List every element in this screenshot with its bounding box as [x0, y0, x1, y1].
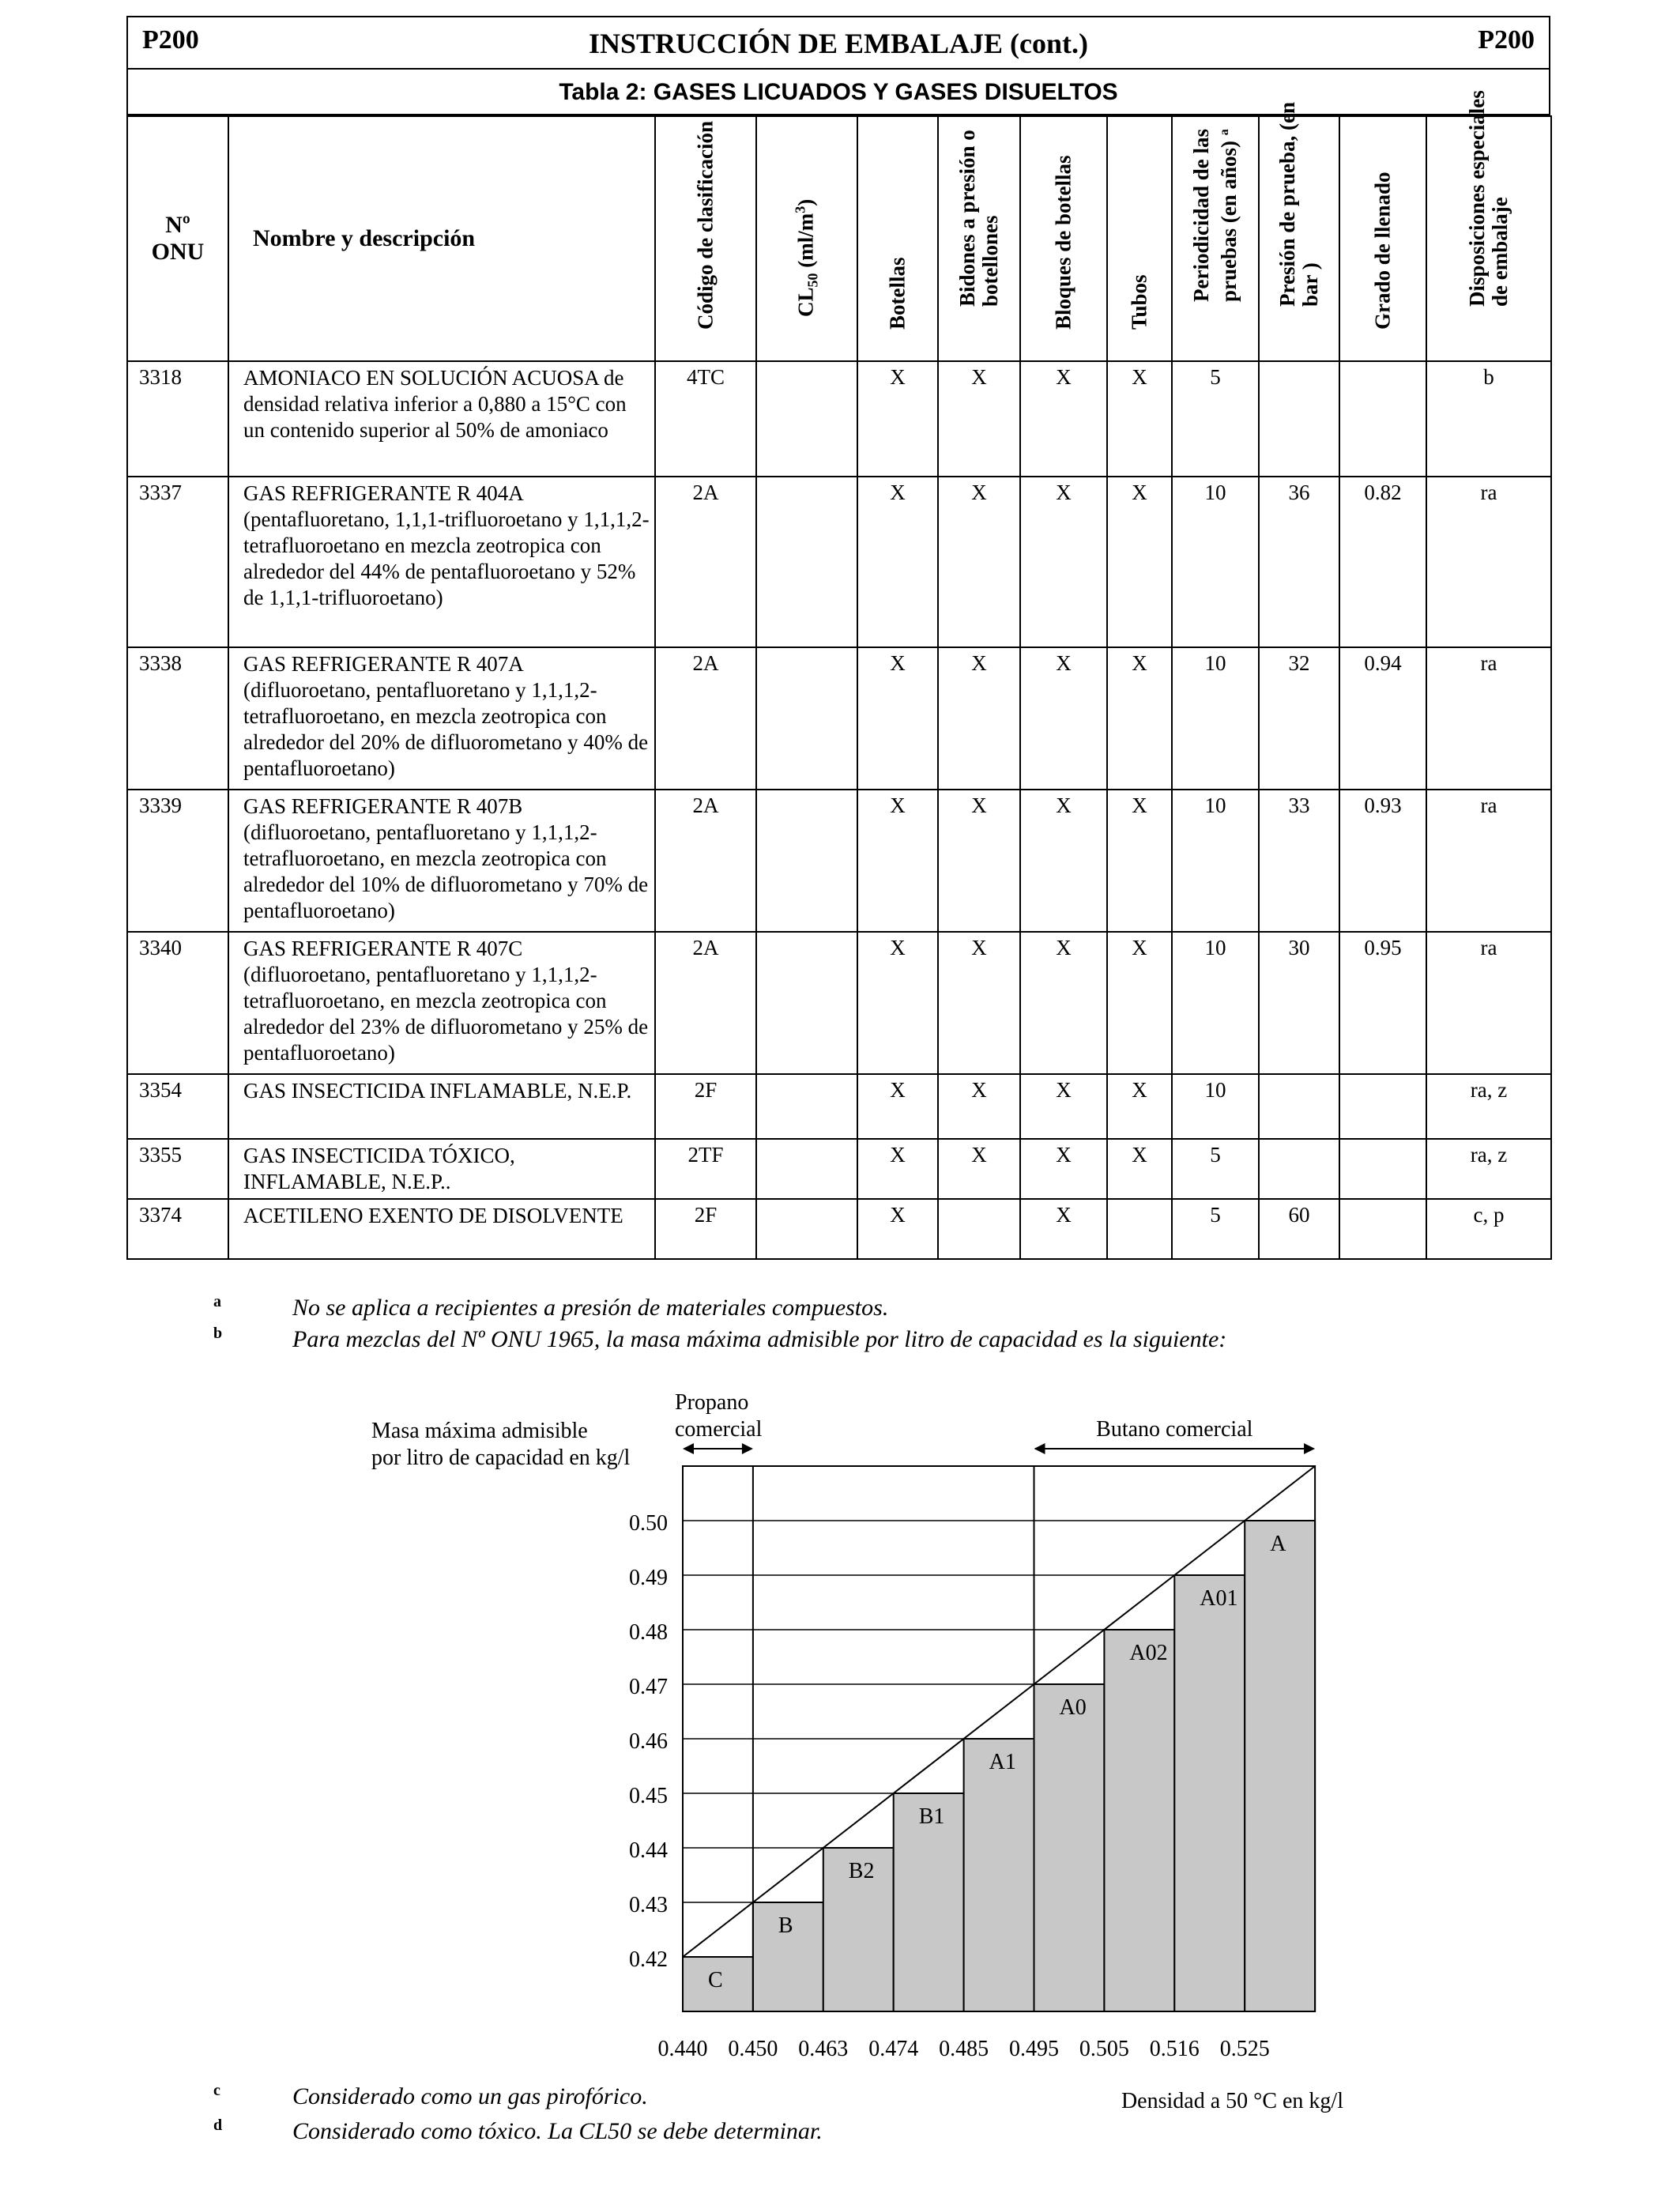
col-cylinders: Botellas [857, 116, 938, 361]
table-row [127, 477, 1551, 647]
note-c: Considerado como un gas pirofórico. [292, 2083, 648, 2109]
cell-tubes [1107, 1199, 1172, 1259]
col-pressure: Presión de prueba, (en bar ) [1259, 116, 1339, 361]
cell-period: 5 [1172, 1139, 1259, 1199]
cell-lc50 [756, 477, 857, 647]
x-tick-label: 0.495 [1009, 2037, 1059, 2061]
cell-drums [938, 1199, 1020, 1259]
cell-period: 10 [1172, 790, 1259, 932]
cell-bundles: X [1020, 1199, 1107, 1259]
cell-drums: X [938, 790, 1020, 932]
instruction-code-left: P200 [142, 25, 199, 55]
cell-period: 5 [1172, 361, 1259, 477]
table-title: Tabla 2: GASES LICUADOS Y GASES DISUELTOS [126, 70, 1550, 115]
y-tick-label: 0.48 [629, 1620, 668, 1645]
cell-tubes: X [1107, 1139, 1172, 1199]
cell-period: 5 [1172, 1199, 1259, 1259]
x-tick-label: 0.450 [728, 2037, 778, 2061]
y-axis-label: por litro de capacidad en kg/l [371, 1446, 631, 1470]
cell-special: ra, z [1426, 1139, 1551, 1199]
cell-code: 2A [655, 477, 756, 647]
cell-name: AMONIACO EN SOLUCIÓN ACUOSA de densidad relativa inferior a 0,880 a 15°C con un contenido superior al 50% de amoniaco [228, 361, 655, 477]
cell-filling: 0.93 [1339, 790, 1426, 932]
cell-cylinders: X [857, 477, 938, 647]
propane-label: comercial [675, 1417, 763, 1442]
cell-un: 3337 [127, 477, 228, 647]
cell-name: GAS REFRIGERANTE R 407C (difluoroetano, pentafluoretano y 1,1,1,2-tetrafluoroetano, en mezcla zeotropica con alrededor del 23% de difluorometano y 25% de pentafluoroetano) [228, 932, 655, 1074]
cell-tubes: X [1107, 1074, 1172, 1139]
col-name: Nombre y descripción [228, 116, 655, 361]
cell-bundles: X [1020, 1074, 1107, 1139]
cell-name: GAS REFRIGERANTE R 407A (difluoroetano, pentafluoretano y 1,1,1,2-tetrafluoroetano, en mezcla zeotropica con alrededor del 20% de difluorometano y 40% de pentafluoroetano) [228, 647, 655, 790]
cell-cylinders: X [857, 1074, 938, 1139]
document-header [126, 16, 1550, 70]
bar-A02 [1104, 1630, 1174, 2011]
cell-pressure: 33 [1259, 790, 1339, 932]
cell-drums: X [938, 477, 1020, 647]
cell-tubes: X [1107, 932, 1172, 1074]
bar-label: A0 [1059, 1695, 1087, 1720]
table-header-row [127, 116, 1551, 361]
cell-tubes: X [1107, 361, 1172, 477]
x-tick-label: 0.474 [868, 2037, 919, 2061]
cell-pressure [1259, 361, 1339, 477]
cell-lc50 [756, 1139, 857, 1199]
note-b-mark: b [213, 1325, 223, 1342]
cell-filling [1339, 1074, 1426, 1139]
cell-un: 3374 [127, 1199, 228, 1259]
note-d-mark: d [213, 2117, 223, 2134]
cell-special: ra, z [1426, 1074, 1551, 1139]
cell-lc50 [756, 932, 857, 1074]
cell-cylinders: X [857, 361, 938, 477]
cell-cylinders: X [857, 647, 938, 790]
cell-drums: X [938, 647, 1020, 790]
cell-name: GAS INSECTICIDA TÓXICO, INFLAMABLE, N.E.P.. [228, 1139, 655, 1199]
bar-label: A01 [1200, 1586, 1238, 1611]
cell-bundles: X [1020, 647, 1107, 790]
cell-bundles: X [1020, 1139, 1107, 1199]
bar-label: B [778, 1913, 793, 1938]
cell-filling [1339, 1199, 1426, 1259]
cell-pressure [1259, 1139, 1339, 1199]
cell-lc50 [756, 361, 857, 477]
x-tick-label: 0.505 [1079, 2037, 1129, 2061]
propane-arrowhead-right [742, 1443, 753, 1454]
cell-pressure: 30 [1259, 932, 1339, 1074]
table-row [127, 1199, 1551, 1259]
cell-special: c, p [1426, 1199, 1551, 1259]
y-tick-label: 0.46 [629, 1729, 668, 1754]
table-row [127, 790, 1551, 932]
cell-period: 10 [1172, 647, 1259, 790]
cell-special: ra [1426, 477, 1551, 647]
cell-name: ACETILENO EXENTO DE DISOLVENTE [228, 1199, 655, 1259]
bar-label: A [1270, 1532, 1286, 1556]
cell-period: 10 [1172, 932, 1259, 1074]
cell-bundles: X [1020, 477, 1107, 647]
cell-bundles: X [1020, 790, 1107, 932]
cell-code: 4TC [655, 361, 756, 477]
cell-drums: X [938, 932, 1020, 1074]
cell-un: 3354 [127, 1074, 228, 1139]
bar-label: B2 [848, 1859, 875, 1883]
butane-label: Butano comercial [1096, 1417, 1253, 1442]
x-tick-label: 0.525 [1219, 2037, 1270, 2061]
bar-A1 [964, 1739, 1034, 2011]
table-row [127, 1074, 1551, 1139]
cell-bundles: X [1020, 361, 1107, 477]
cell-lc50 [756, 1199, 857, 1259]
cell-bundles: X [1020, 932, 1107, 1074]
bar-A0 [1034, 1684, 1105, 2011]
cell-lc50 [756, 790, 857, 932]
col-period: Periodicidad de las pruebas (en años) $^a$ [1172, 116, 1259, 361]
cell-drums: X [938, 1139, 1020, 1199]
instruction-code-right: P200 [1478, 25, 1535, 55]
cell-code: 2A [655, 790, 756, 932]
x-tick-label: 0.440 [657, 2037, 708, 2061]
col-lc50: $CL_{50}$ $(ml/m^3)$ [756, 116, 857, 361]
note-a: No se aplica a recipientes a presión de materiales compuestos. [292, 1295, 889, 1321]
x-tick-label: 0.463 [798, 2037, 849, 2061]
cell-pressure [1259, 1074, 1339, 1139]
cell-name: GAS REFRIGERANTE R 407B (difluoroetano, pentafluoretano y 1,1,1,2-tetrafluoroetano, en mezcla zeotropica con alrededor del 10% de difluorometano y 70% de pentafluoroetano) [228, 790, 655, 932]
y-tick-label: 0.43 [629, 1893, 668, 1917]
x-tick-label: 0.485 [939, 2037, 989, 2061]
col-un: Nº ONU [127, 116, 228, 361]
col-special: Disposiciones especiales de embalaje [1426, 116, 1551, 361]
cell-code: 2A [655, 932, 756, 1074]
col-code: Código de clasificación [655, 116, 756, 361]
butane-arrowhead-right [1304, 1443, 1315, 1454]
table-row [127, 932, 1551, 1074]
col-tubes: Tubos [1107, 116, 1172, 361]
cell-period: 10 [1172, 477, 1259, 647]
cell-tubes: X [1107, 790, 1172, 932]
x-axis-label: Densidad a 50 °C en kg/l [1121, 2089, 1343, 2113]
cell-filling: 0.95 [1339, 932, 1426, 1074]
cell-drums: X [938, 1074, 1020, 1139]
butane-arrowhead-left [1034, 1443, 1045, 1454]
cell-cylinders: X [857, 932, 938, 1074]
cell-name: GAS INSECTICIDA INFLAMABLE, N.E.P. [228, 1074, 655, 1139]
cell-lc50 [756, 647, 857, 790]
cell-drums: X [938, 361, 1020, 477]
document-title: INSTRUCCIÓN DE EMBALAJE (cont.) [588, 28, 1089, 59]
cell-special: b [1426, 361, 1551, 477]
propane-label: Propano [675, 1390, 749, 1415]
cell-pressure: 60 [1259, 1199, 1339, 1259]
note-d: Considerado como tóxico. La CL50 se debe determinar. [292, 2118, 823, 2144]
cell-filling: 0.94 [1339, 647, 1426, 790]
cell-filling [1339, 361, 1426, 477]
col-drums: Bidones a presión o botellones [938, 116, 1020, 361]
bar-A01 [1174, 1575, 1245, 2011]
y-tick-label: 0.50 [629, 1511, 668, 1536]
cell-un: 3355 [127, 1139, 228, 1199]
cell-tubes: X [1107, 647, 1172, 790]
y-tick-label: 0.47 [629, 1675, 668, 1699]
cell-code: 2TF [655, 1139, 756, 1199]
cell-tubes: X [1107, 477, 1172, 647]
propane-arrowhead-left [683, 1443, 694, 1454]
cell-code: 2F [655, 1199, 756, 1259]
cell-un: 3339 [127, 790, 228, 932]
y-tick-label: 0.49 [629, 1566, 668, 1590]
cell-pressure: 36 [1259, 477, 1339, 647]
cell-filling [1339, 1139, 1426, 1199]
cell-cylinders: X [857, 790, 938, 932]
y-tick-label: 0.45 [629, 1784, 668, 1808]
y-axis-label: Masa máxima admisible [371, 1419, 588, 1443]
cell-period: 10 [1172, 1074, 1259, 1139]
cell-code: 2A [655, 647, 756, 790]
x-tick-label: 0.516 [1149, 2037, 1200, 2061]
filling-chart [0, 1359, 1680, 2150]
cell-special: ra [1426, 932, 1551, 1074]
cell-special: ra [1426, 790, 1551, 932]
note-c-mark: c [213, 2082, 220, 2099]
y-tick-label: 0.44 [629, 1838, 668, 1863]
cell-un: 3340 [127, 932, 228, 1074]
cell-cylinders: X [857, 1139, 938, 1199]
cell-filling: 0.82 [1339, 477, 1426, 647]
cell-special: ra [1426, 647, 1551, 790]
cell-cylinders: X [857, 1199, 938, 1259]
note-a-mark: a [213, 1293, 221, 1310]
note-b: Para mezclas del Nº ONU 1965, la masa máxima admisible por litro de capacidad es la siguiente: [292, 1326, 1227, 1352]
cell-name: GAS REFRIGERANTE R 404A (pentafluoretano, 1,1,1-trifluoroetano y 1,1,1,2-tetrafluoroetano en mezcla zeotropica con alrededor del 44% de pentafluoroetano y 52% de 1,1,1-trifluoroetano) [228, 477, 655, 647]
table-row [127, 647, 1551, 790]
col-bundles: Bloques de botellas [1020, 116, 1107, 361]
cell-un: 3318 [127, 361, 228, 477]
cell-lc50 [756, 1074, 857, 1139]
cell-un: 3338 [127, 647, 228, 790]
table-row [127, 361, 1551, 477]
cell-pressure: 32 [1259, 647, 1339, 790]
bar-label: C [708, 1968, 723, 1992]
col-filling: Grado de llenado [1339, 116, 1426, 361]
bar-label: A1 [989, 1750, 1016, 1774]
bar-label: B1 [918, 1804, 945, 1829]
bar-A [1245, 1521, 1315, 2011]
bar-label: A02 [1129, 1641, 1168, 1665]
cell-code: 2F [655, 1074, 756, 1139]
table-row [127, 1139, 1551, 1199]
y-tick-label: 0.42 [629, 1947, 668, 1972]
